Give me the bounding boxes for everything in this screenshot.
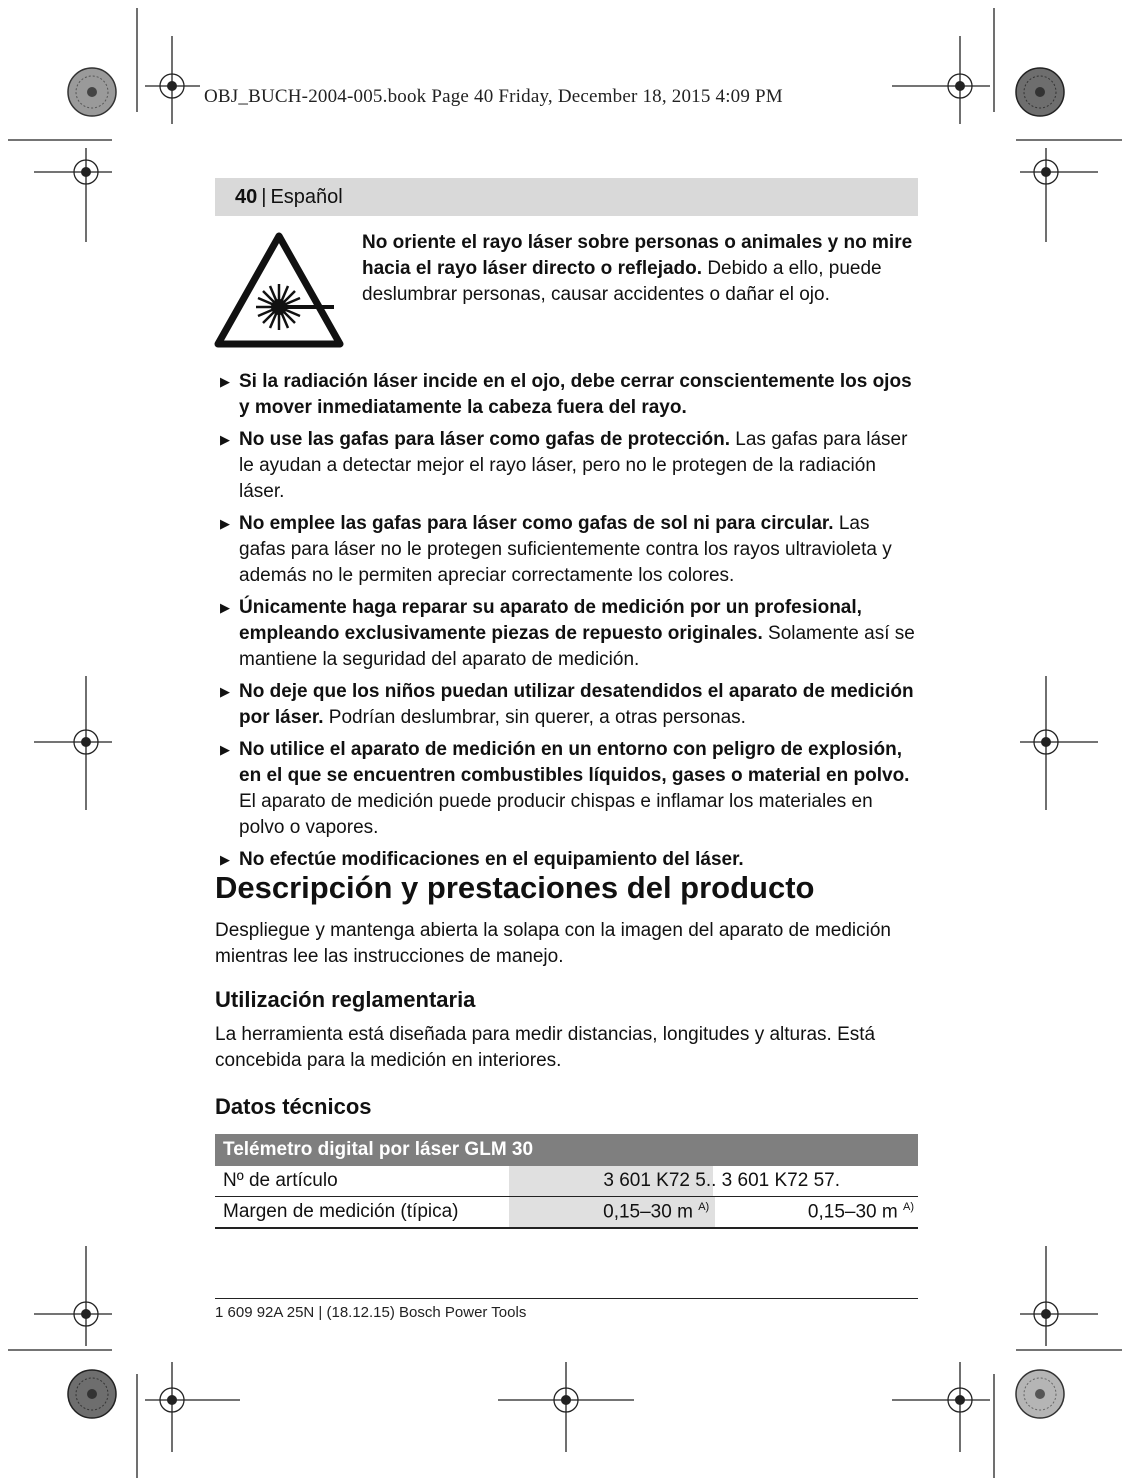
list-item	[218, 737, 918, 841]
list-item	[218, 427, 918, 505]
page-footer: 1 609 92A 25N | (18.12.15) Bosch Power Tools	[215, 1304, 527, 1321]
table-cell-label: Margen de medición (típica)	[215, 1197, 509, 1229]
bullet-normal-text: Podrían deslumbrar, sin querer, a otras personas.	[323, 707, 746, 728]
bullet-bold-text: Únicamente haga reparar su aparato de medición por un profesional, empleando exclusivamente piezas de repuesto originales.	[239, 597, 862, 644]
subsection-text-use: La herramienta está diseñada para medir distancias, longitudes y alturas. Está concebida para la medición en interiores.	[215, 1024, 876, 1071]
list-item	[218, 679, 918, 731]
calibration-dial-top-left	[68, 68, 116, 116]
table-cell-label: Nº de artículo	[215, 1166, 509, 1197]
laser-warning-bold: No oriente el rayo láser sobre personas o animales y no mire hacia el rayo láser directo o reflejado.	[362, 232, 913, 279]
bullet-arrow-icon: ▶	[220, 374, 230, 389]
language-label: Español	[270, 186, 343, 208]
bullet-arrow-icon: ▶	[220, 600, 230, 615]
safety-bullet-list	[218, 369, 918, 879]
technical-data-table	[215, 1134, 918, 1229]
table-header: Telémetro digital por láser GLM 30	[215, 1134, 918, 1166]
laser-warning-normal: Debido a ello, puede deslumbrar personas, causar accidentes o dañar el ojo.	[362, 258, 882, 305]
subsection-title-use: Utilización reglamentaria	[215, 987, 476, 1012]
bullet-normal-text: Las gafas para láser le ayudan a detectar mejor el rayo láser, pero no le protegen de la radiación láser.	[239, 429, 908, 502]
value-text: 0,15–30 m	[807, 1201, 898, 1223]
page-number: 40	[235, 186, 258, 208]
bullet-arrow-icon: ▶	[220, 432, 230, 447]
bullet-bold-text: No emplee las gafas para láser como gafas de sol ni para circular.	[239, 513, 834, 534]
table-row	[215, 1166, 918, 1197]
value-text: 0,15–30 m	[603, 1201, 693, 1223]
calibration-dial-bottom-right	[1016, 1370, 1064, 1418]
footer-divider	[215, 1298, 918, 1299]
calibration-dial-bottom-left	[68, 1370, 116, 1418]
footnote-ref: A)	[903, 1200, 914, 1213]
bullet-arrow-icon: ▶	[220, 516, 230, 531]
bullet-bold-text: No deje que los niños puedan utilizar desatendidos el aparato de medición por láser.	[239, 681, 914, 728]
bullet-bold-text: No utilice el aparato de medición en un entorno con peligro de explosión, en el que se encuentren combustibles líquidos, gases o material en polvo.	[239, 739, 910, 786]
bullet-bold-text: Si la radiación láser incide en el ojo, debe cerrar conscientemente los ojos y mover inmediatamente la cabeza fuera del rayo.	[239, 371, 912, 418]
laser-warning-text	[362, 230, 918, 308]
bullet-normal-text: Solamente así se mantiene la seguridad del aparato de medición.	[239, 623, 915, 670]
laser-warning-icon	[214, 232, 344, 348]
table-row	[215, 1197, 918, 1229]
table-header-row	[215, 1134, 918, 1166]
list-item	[218, 511, 918, 589]
bullet-normal-text: El aparato de medición puede producir chispas e inflamar los materiales en polvo o vapores.	[239, 791, 873, 838]
section-title: Descripción y prestaciones del producto	[215, 870, 815, 905]
bullet-arrow-icon: ▶	[220, 852, 230, 867]
list-item	[218, 369, 918, 421]
bullet-arrow-icon: ▶	[220, 684, 230, 699]
list-item	[218, 595, 918, 673]
bullet-normal-text: Las gafas para láser no le protegen suficientemente contra los rayos ultravioleta y además no le permiten apreciar correctamente los colores.	[239, 513, 892, 586]
table-cell-value	[715, 1197, 918, 1229]
bullet-arrow-icon: ▶	[220, 742, 230, 757]
page-header	[215, 178, 918, 216]
subsection-title-technical-data: Datos técnicos	[215, 1094, 372, 1119]
footnote-ref: A)	[698, 1200, 710, 1213]
header-separator: |	[261, 186, 267, 208]
book-file-header: OBJ_BUCH-2004-005.book Page 40 Friday, December 18, 2015 4:09 PM	[204, 86, 783, 107]
section-intro: Despliegue y mantenga abierta la solapa con la imagen del aparato de medición mientras lee las instrucciones de manejo.	[215, 920, 891, 967]
calibration-dial-top-right	[1016, 68, 1064, 116]
bullet-bold-text: No efectúe modificaciones en el equipamiento del láser.	[239, 849, 744, 870]
bullet-bold-text: No use las gafas para láser como gafas de protección.	[239, 429, 731, 450]
table-cell-value: 3 601 K72 5.. 3 601 K72 57.	[509, 1166, 918, 1197]
table-cell-value	[509, 1197, 715, 1229]
